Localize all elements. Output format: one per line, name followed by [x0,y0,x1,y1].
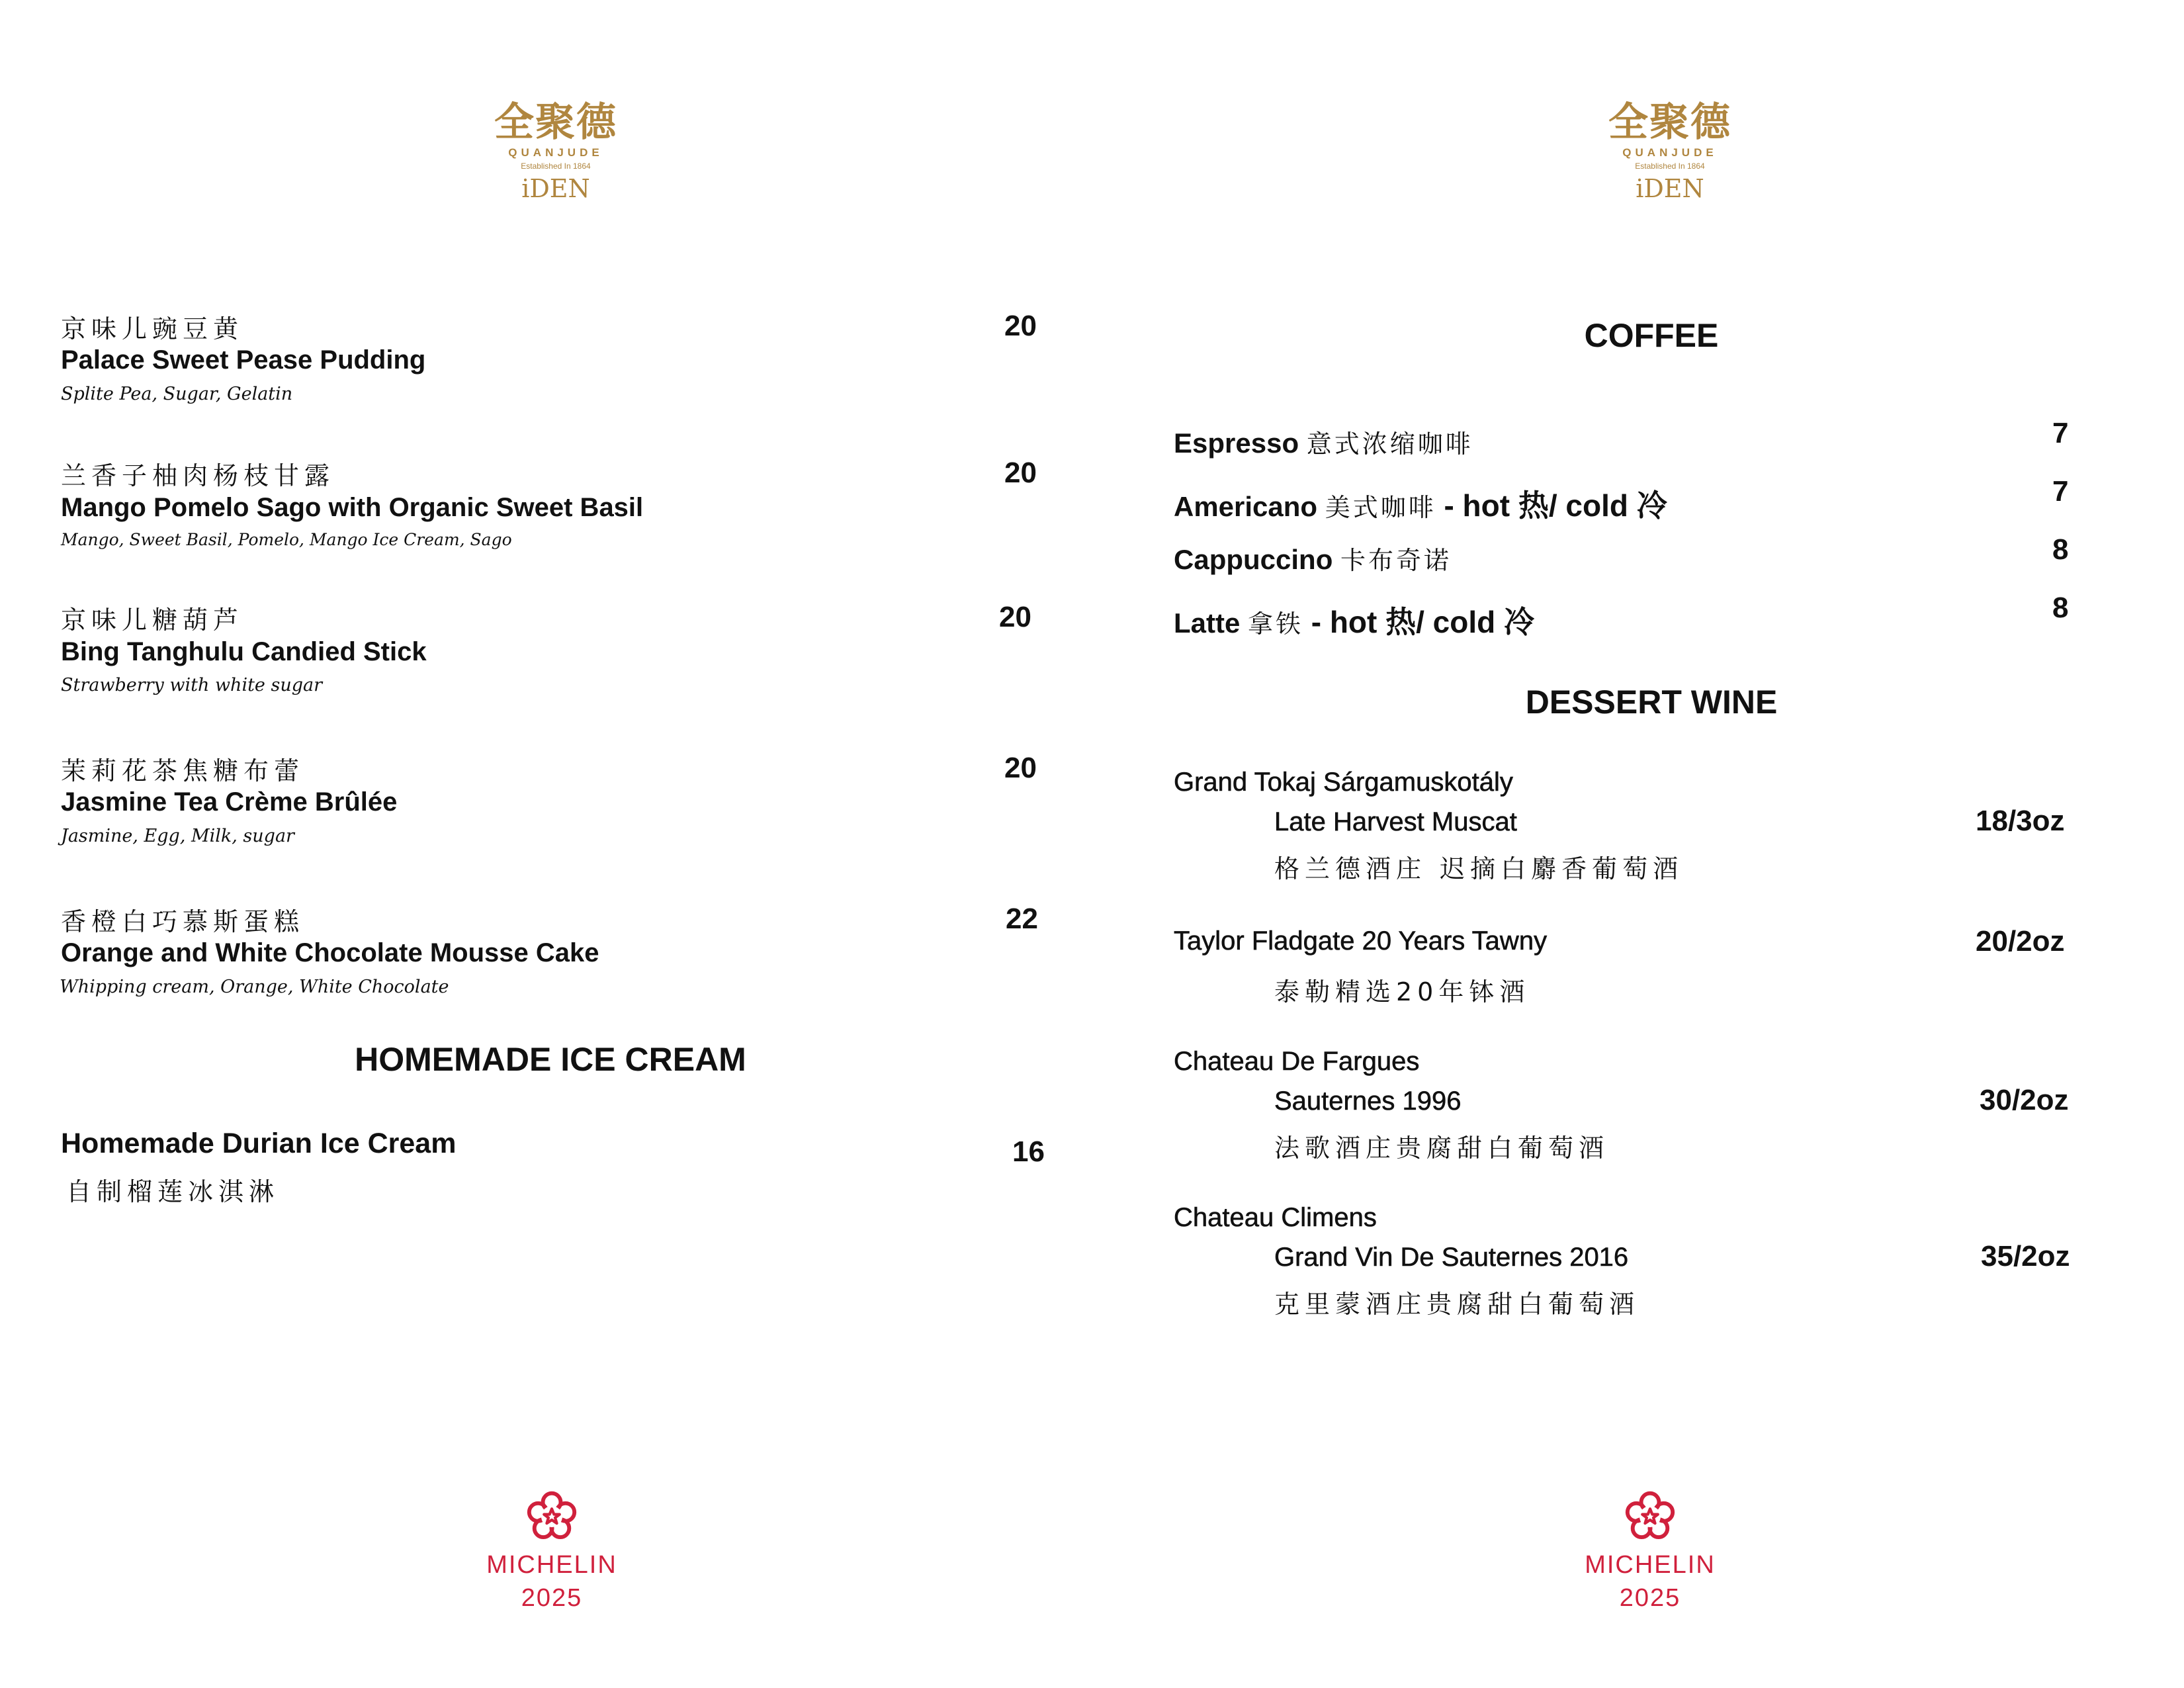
brand-logo-left [483,99,629,205]
dessert-name-zh: 茉莉花茶焦糖布蕾 [61,756,305,785]
wine-price: 35/2oz [1981,1240,2070,1272]
michelin-star-icon [524,1489,580,1544]
wine-name: Taylor Fladgate 20 Years Tawny [1174,926,1548,955]
dessert-description: Whipping cream, Orange, White Chocolate [60,977,449,997]
wine-name-zh: 泰勒精选20年钵酒 [1274,977,1530,1006]
coffee-name-en: Latte [1174,607,1241,639]
brand-sub-logo: iDEN [521,174,590,203]
wine-subtitle: Sauternes 1996 [1274,1087,1462,1116]
dessert-price: 22 [1006,903,1038,935]
ice-cream-name-zh: 自制榴莲冰淇淋 [66,1177,280,1206]
brand-established: Established In 1864 [521,161,591,171]
dessert-price: 20 [999,601,1031,633]
coffee-name-zh: 拿铁 [1248,609,1304,639]
ice-cream-price: 16 [1012,1135,1045,1168]
dessert-description: Splite Pea, Sugar, Gelatin [61,384,293,404]
wine-name: Grand Tokaj Sárgamuskotály [1174,768,1513,797]
coffee-item [1174,540,1452,576]
dessert-name-en: Jasmine Tea Crème Brûlée [61,787,398,817]
coffee-name-zh: 卡布奇诺 [1340,546,1452,575]
wine-name: Chateau Climens [1174,1203,1377,1232]
michelin-label: MICHELIN [486,1551,617,1579]
wine-name: Chateau De Fargues [1174,1047,1420,1076]
dessert-name-zh: 京味儿豌豆黄 [61,314,244,343]
dessert-description: Strawberry with white sugar [61,675,323,695]
michelin-year: 2025 [1619,1584,1681,1612]
wine-price: 20/2oz [1976,925,2065,957]
dessert-price: 20 [1004,457,1037,489]
brand-name-zh: 全聚德 [1608,99,1731,146]
wine-name-zh: 法歌酒庄贵腐甜白葡萄酒 [1274,1133,1610,1163]
wine-subtitle: Grand Vin De Sauternes 2016 [1274,1243,1629,1272]
wine-name-zh: 格兰德酒庄 迟摘白麝香葡萄酒 [1274,854,1684,883]
coffee-name-en: Espresso [1174,427,1299,459]
dessert-name-en: Palace Sweet Pease Pudding [61,345,426,375]
ice-cream-heading: HOMEMADE ICE CREAM [355,1041,746,1078]
coffee-option: - hot 热/ cold 冷 [1311,605,1535,639]
brand-name-en: QUANJUDE [1622,146,1718,159]
coffee-price: 7 [2052,417,2069,449]
coffee-name-en: Americano [1174,491,1318,522]
dessert-name-en: Mango Pomelo Sago with Organic Sweet Basil [61,493,644,522]
michelin-star-icon [1622,1489,1678,1544]
coffee-option: - hot 热/ cold 冷 [1444,488,1667,523]
wine-price: 18/3oz [1976,805,2065,837]
dessert-price: 20 [1004,752,1037,784]
coffee-name-zh: 美式咖啡 [1325,493,1436,522]
dessert-wine-heading: DESSERT WINE [1525,684,1778,721]
coffee-name-zh: 意式浓缩咖啡 [1306,429,1473,459]
dessert-description: Mango, Sweet Basil, Pomelo, Mango Ice Cream, Sago [61,530,512,549]
dessert-name-zh: 香橙白巧慕斯蛋糕 [61,907,305,936]
wine-name-zh: 克里蒙酒庄贵腐甜白葡萄酒 [1274,1290,1640,1319]
dessert-price: 20 [1004,310,1037,342]
brand-established: Established In 1864 [1635,161,1705,171]
wine-subtitle: Late Harvest Muscat [1274,807,1517,836]
brand-logo-right [1597,99,1743,205]
dessert-name-zh: 京味儿糖葫芦 [61,605,244,635]
coffee-price: 8 [2052,592,2069,624]
dessert-name-zh: 兰香子柚肉杨枝甘露 [61,461,335,490]
brand-name-zh: 全聚德 [494,99,617,146]
coffee-price: 8 [2052,533,2069,566]
michelin-badge-left [479,1489,625,1615]
brand-name-en: QUANJUDE [508,146,603,159]
coffee-item [1174,482,1667,525]
brand-sub-logo: iDEN [1636,174,1704,203]
dessert-description: Jasmine, Egg, Milk, sugar [61,826,294,846]
dessert-name-en: Orange and White Chocolate Mousse Cake [61,938,599,967]
michelin-year: 2025 [521,1584,583,1612]
ice-cream-name-en: Homemade Durian Ice Cream [61,1128,457,1159]
michelin-badge-right [1577,1489,1723,1615]
coffee-heading: COFFEE [1584,317,1719,354]
coffee-name-en: Cappuccino [1174,544,1333,575]
michelin-label: MICHELIN [1585,1551,1716,1579]
wine-price: 30/2oz [1980,1084,2069,1116]
coffee-price: 7 [2052,475,2069,508]
coffee-item [1174,598,1534,642]
coffee-item [1174,423,1473,460]
dessert-name-en: Bing Tanghulu Candied Stick [61,637,427,666]
